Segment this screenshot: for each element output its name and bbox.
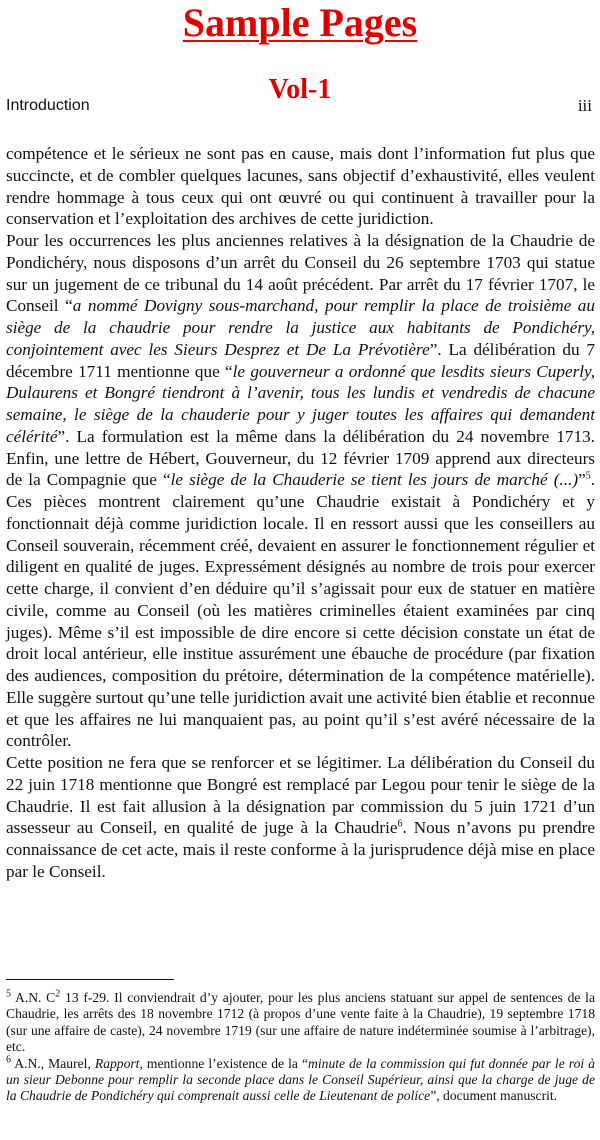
page-number: iii — [577, 96, 592, 115]
running-head-section: Introduction — [6, 97, 90, 114]
footnote-title: Rapport — [94, 1055, 140, 1071]
paragraph-text: compétence et le sérieux ne sont pas en cause, mais dont l’information fut plus que succincte, et de combler quelques lacunes, sans objectif d’exhaustivité, elles veulent rendre hommage à tous ceux qui ont œuvré ou qui continuent à travailler pour la conservation et l’exploitation des archives de cette juridiction. — [6, 144, 595, 229]
paragraph-text: ”. La formulation est la même dans la délibération du 24 novembre 1713. Enfin, une lettre de Hébert, Gouverneur, du 12 février 1709 apprend aux directeurs de la Compagnie que “ — [6, 426, 595, 490]
footnote-5 — [6, 990, 595, 1056]
footnote-text: 13 f-29. Il conviendrait d’y ajouter, pour les plus anciens statuant sur appel de sentences de la Chaudrie, les arrêts des 18 novembre 1712 (à propos d’une vente faite à la Chaudrie), 19 septembre 1718 (sur une affaire de caste), 24 novembre 1719 (sur une affaire de nature indéterminée soumise à l’arbitrage), etc. — [6, 990, 595, 1055]
quotation: a nommé Dovigny sous-marchand, pour remplir la place de troisième au siège de la chaudrie pour rendre la justice aux habitants de Pondichéry, conjointement avec les Sieurs Desprez et De La Prévotière — [6, 296, 595, 359]
paragraph — [6, 230, 595, 752]
footnote-text: , mentionne l’existence de la “ — [139, 1055, 309, 1071]
paragraph — [6, 752, 595, 883]
footnote-superscript: 2 — [55, 988, 61, 1000]
sample-pages-banner: Sample Pages — [182, 0, 418, 45]
paragraph-text: Pour les occurrences les plus anciennes relatives à la désignation de la Chaudrie de Pondichéry, nous disposons d’un arrêt du Conseil du 26 septembre 1703 qui statue sur un jugement de ce tribunal du 14 août précédent. Par arrêt du 17 février 1707, le Conseil “ — [6, 231, 595, 316]
volume-label: Vol-1 — [268, 74, 332, 105]
paragraph-text: . Nous n’avons pu prendre connaissance de cet acte, mais il reste conforme à la jurisprudence déjà mise en place par le Conseil. — [6, 818, 595, 881]
footnote-text: A.N. C — [11, 990, 56, 1005]
quotation: le gouverneur a ordonné que lesdits sieurs Cuperly, Dulaurens et Bongré tiendront à l’avenir, tous les lundis et vendredis de chacune semaine, le siège de la chauderie pour y juger toutes les affaires qui demandent célérité — [6, 361, 596, 446]
footnote-ref: 5 — [585, 470, 591, 482]
footnote-mark: 5 — [6, 988, 11, 1000]
quotation: le siège de la Chauderie se tient les jours de marché (...) — [170, 470, 579, 490]
footnotes — [6, 990, 595, 1105]
paragraph-text: ” — [578, 470, 586, 490]
footnote-6 — [6, 1056, 595, 1105]
footnote-quotation: minute de la commission qui fut donnée par le roi à un sieur Debonne pour remplir la seconde place dans le Conseil Supérieur, ainsi que la charge de juge de la Chaudrie de Pondichéry qui comprenait aussi celle de Lieutenant de police — [6, 1055, 595, 1104]
paragraph-text: . Ces pièces montrent clairement qu’une Chaudrie existait à Pondichéry et y fonctionnait déjà comme juridiction locale. Il en ressort aussi que les conseillers au Conseil souverain, récemment créé, devaient en assurer le fonctionnement régulier et diligent en qualité de juges. Expressément désignés au nombre de trois pour exercer cette charge, il convient d’en déduire qu’il s’agissait pour eux de statuer en matière civile, comme au Conseil (où les matières criminelles étaient examinées par cinq juges). Même s’il est impossible de dire encore si cette décision constate un état de droit local antérieur, elle institue assurément une ébauche de procédure (par fixation des audiences, composition du prétoire, détermination de la compétence matérielle). Elle suggère surtout qu’une telle juridiction avait une activité bien établie et reconnue et que les affaires ne lui manquaient pas, au point qu’il s’est avéré nécessaire de la contrôler. — [6, 470, 595, 751]
footnote-divider — [6, 979, 174, 980]
body-text — [6, 143, 595, 883]
paragraph-text: ”. La délibération du 7 décembre 1711 mentionne que “ — [6, 339, 595, 381]
paragraph-text: Cette position ne fera que se renforcer et se légitimer. La délibération du Conseil du 22 juin 1718 mentionne que Bongré est remplacé par Legou pour tenir le siège de la Chaudrie. Il est fait allusion à la désignation par commission du 5 juin 1721 d’un assesseur au Conseil, en qualité de juge à la Chaudrie — [6, 753, 595, 838]
footnote-text: A.N., Maurel, — [11, 1055, 95, 1071]
footnote-ref: 6 — [397, 818, 403, 830]
footnote-text: ”, document manuscrit. — [430, 1088, 558, 1104]
footnote-mark: 6 — [6, 1054, 11, 1066]
paragraph — [6, 143, 595, 230]
